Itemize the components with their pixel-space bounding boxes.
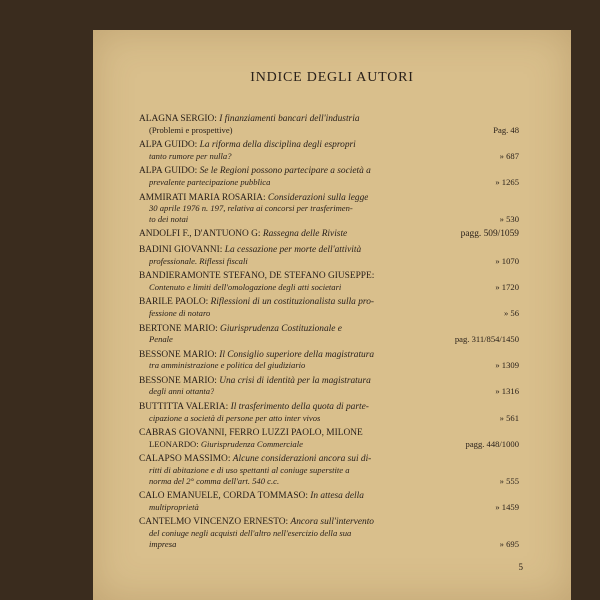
author-name: ALPA GUIDO:	[139, 140, 198, 151]
entry-text	[139, 402, 369, 413]
entry-text	[149, 308, 210, 319]
entry-line	[139, 308, 519, 319]
index-entry	[139, 114, 519, 135]
entry-line	[139, 140, 519, 151]
index-entry	[139, 245, 519, 266]
author-name: BADINI GIOVANNI:	[139, 244, 223, 255]
work-title: norma del 2° comma dell'art. 540 c.c.	[149, 475, 280, 486]
entry-text	[149, 151, 232, 162]
entry-text	[139, 297, 374, 308]
author-name: BESSONE MARIO:	[139, 375, 217, 386]
page-reference: » 1070	[495, 255, 519, 266]
page-reference: pag. 311/854/1450	[454, 334, 519, 345]
work-title: Il Consiglio superiore della magistratura	[219, 349, 375, 360]
entry-text	[139, 350, 374, 361]
index-title: INDICE DEGLI AUTORI	[250, 70, 414, 85]
work-title: tanto rumore per nulla?	[149, 150, 232, 161]
entry-line	[139, 245, 519, 256]
author-name: ANDOLFI F., D'ANTUONO G:	[139, 229, 261, 240]
entry-text	[139, 324, 342, 335]
work-title: prevalente partecipazione pubblica	[149, 176, 271, 187]
entry-text	[149, 203, 353, 214]
index-entry	[139, 350, 519, 371]
work-title: del coniuge negli acquisti dell'altro nell'esercizio della sua	[149, 528, 352, 538]
entry-text	[139, 245, 361, 256]
work-title: multiproprietà	[149, 501, 199, 512]
entry-line	[139, 476, 519, 487]
entry-line	[139, 539, 519, 550]
entry-line	[139, 465, 519, 476]
entry-line	[139, 256, 519, 267]
index-entry	[139, 454, 519, 486]
entry-text	[149, 214, 188, 225]
author-name: BESSONE MARIO:	[139, 349, 217, 360]
page-reference: Pag. 48	[493, 124, 519, 135]
page-reference: » 1316	[495, 386, 519, 397]
entry-text	[149, 256, 248, 267]
entry-line	[139, 502, 519, 513]
entry-text	[149, 502, 199, 513]
page-reference: » 56	[503, 307, 519, 318]
author-name: BUTTITTA VALERIA:	[139, 402, 229, 413]
entry-text	[139, 229, 347, 240]
page-reference: » 687	[499, 150, 519, 161]
entry-line	[139, 297, 519, 308]
author-name: ALAGNA SERGIO:	[139, 114, 217, 124]
work-title: In attesa della	[310, 491, 364, 502]
entry-text	[139, 166, 371, 177]
entry-text	[149, 476, 279, 487]
page-reference: » 561	[499, 412, 519, 423]
work-title: Rassegna delle Riviste	[262, 229, 348, 240]
author-name: CANTELMO VINCENZO ERNESTO:	[139, 517, 289, 528]
author-name: ALPA GUIDO:	[139, 166, 198, 177]
entry-line	[139, 360, 519, 371]
work-title: 30 aprile 1976 n. 197, relativa ai concorsi per trasferimen-	[149, 203, 353, 214]
work-title: I finanziamenti bancari dell'industria	[219, 114, 360, 124]
index-entry	[139, 193, 519, 225]
entry-line	[139, 413, 519, 424]
work-title: cipazione a società di persone per atto inter vivos	[149, 412, 321, 423]
work-title: La riforma della disciplina degli espropri	[199, 140, 356, 151]
entry-text	[149, 439, 303, 450]
page-reference: » 1309	[495, 360, 519, 371]
work-title: Ancora sull'intervento	[290, 517, 374, 528]
entry-text	[149, 360, 305, 371]
author-name: BARILE PAOLO:	[139, 297, 209, 308]
entry-line	[139, 428, 519, 439]
entry-text	[139, 114, 360, 125]
entry-text	[149, 528, 351, 539]
work-title: Penale	[149, 334, 173, 345]
work-title: to dei notai	[149, 213, 189, 224]
author-name: CALÒ EMANUELE, CORDA TOMMASO:	[139, 491, 308, 502]
page-reference: » 1265	[495, 176, 519, 187]
work-title: Contenuto e limiti dell'omologazione degli atti societari	[149, 281, 342, 292]
entry-line	[139, 376, 519, 387]
entry-text	[149, 539, 176, 550]
index-entry	[139, 297, 519, 318]
entry-text	[149, 282, 341, 293]
index-entry	[139, 428, 519, 449]
entry-text	[139, 271, 374, 282]
page-reference: » 1459	[495, 501, 519, 512]
entry-text	[149, 413, 320, 424]
work-title: Se le Regioni possono partecipare a società a	[199, 166, 371, 177]
author-name: LEONARDO:	[149, 438, 199, 449]
entry-text	[139, 428, 363, 439]
work-title: degli anni ottanta?	[149, 386, 215, 397]
page-reference: pagg. 509/1059	[460, 229, 519, 240]
entry-line	[139, 151, 519, 162]
work-title: impresa	[149, 538, 177, 549]
entry-line	[139, 203, 519, 214]
page-reference: » 695	[499, 538, 519, 549]
entry-line	[139, 350, 519, 361]
entry-line	[139, 386, 519, 397]
author-name: BANDIERAMONTE STEFANO, DE STEFANO GIUSEPPE:	[139, 271, 375, 282]
entry-text	[139, 376, 371, 387]
author-name: CALAPSO MASSIMO:	[139, 454, 231, 465]
entry-text	[149, 177, 270, 188]
entry-text	[149, 386, 214, 397]
index-entry	[139, 491, 519, 512]
entry-line	[139, 334, 519, 345]
work-title: (Problemi e prospettive)	[149, 124, 233, 135]
entry-line	[139, 282, 519, 293]
page-reference: » 530	[499, 213, 519, 224]
entry-text	[139, 454, 371, 465]
entry-text	[139, 491, 364, 502]
work-title: fessione di notaro	[149, 307, 211, 318]
entry-text	[149, 125, 233, 136]
author-name: BERTONE MARIO:	[139, 323, 218, 334]
index-entry	[139, 166, 519, 187]
page-reference: pagg. 448/1000	[465, 438, 519, 449]
index-entry	[139, 517, 519, 549]
entry-line	[139, 177, 519, 188]
entry-line	[139, 166, 519, 177]
index-entry	[139, 324, 519, 345]
entry-line	[139, 402, 519, 413]
entry-text	[139, 140, 356, 151]
index-entry	[139, 376, 519, 397]
entry-text	[149, 465, 350, 476]
entry-line	[139, 214, 519, 225]
index-entry	[139, 271, 519, 292]
work-title: ritti di abitazione e di uso spettanti al coniuge superstite a	[149, 465, 350, 476]
entry-line	[139, 439, 519, 450]
page-reference: » 1720	[495, 281, 519, 292]
index-entry	[139, 229, 519, 240]
entry-line	[139, 229, 519, 240]
author-index-list	[139, 114, 519, 554]
entry-text	[139, 517, 374, 528]
entry-line	[139, 271, 519, 282]
page-number: 5	[518, 562, 523, 572]
author-name: CABRAS GIOVANNI, FERRO LUZZI PAOLO, MILONE	[139, 428, 363, 439]
work-title: Alcune considerazioni ancora sui di-	[232, 454, 372, 465]
entry-line	[139, 454, 519, 465]
entry-text	[149, 334, 173, 345]
work-title: Giurisprudenza Costituzionale e	[220, 323, 342, 334]
author-name: AMMIRATI MARIA ROSARIA:	[139, 192, 266, 203]
work-title: Giurisprudenza Commerciale	[200, 438, 303, 449]
index-entry	[139, 402, 519, 423]
entry-line	[139, 491, 519, 502]
work-title: Una crisi di identità per la magistratura	[219, 375, 371, 386]
entry-line	[139, 528, 519, 539]
entry-text	[139, 193, 368, 204]
entry-line	[139, 324, 519, 335]
entry-line	[139, 517, 519, 528]
work-title: Riflessioni di un costituzionalista sulla pro-	[210, 297, 375, 308]
entry-line	[139, 125, 519, 136]
index-entry	[139, 140, 519, 161]
work-title: La cessazione per morte dell'attività	[224, 244, 362, 255]
work-title: professionale. Riflessi fiscali	[149, 255, 248, 266]
work-title: tra amministrazione e politica del giudiziario	[149, 360, 306, 371]
work-title: Il trasferimento della quota di parte-	[230, 402, 369, 413]
book-page	[93, 30, 571, 600]
page-reference: » 555	[499, 475, 519, 486]
entry-line	[139, 114, 519, 125]
entry-line	[139, 193, 519, 204]
work-title: Considerazioni sulla legge	[267, 192, 369, 203]
